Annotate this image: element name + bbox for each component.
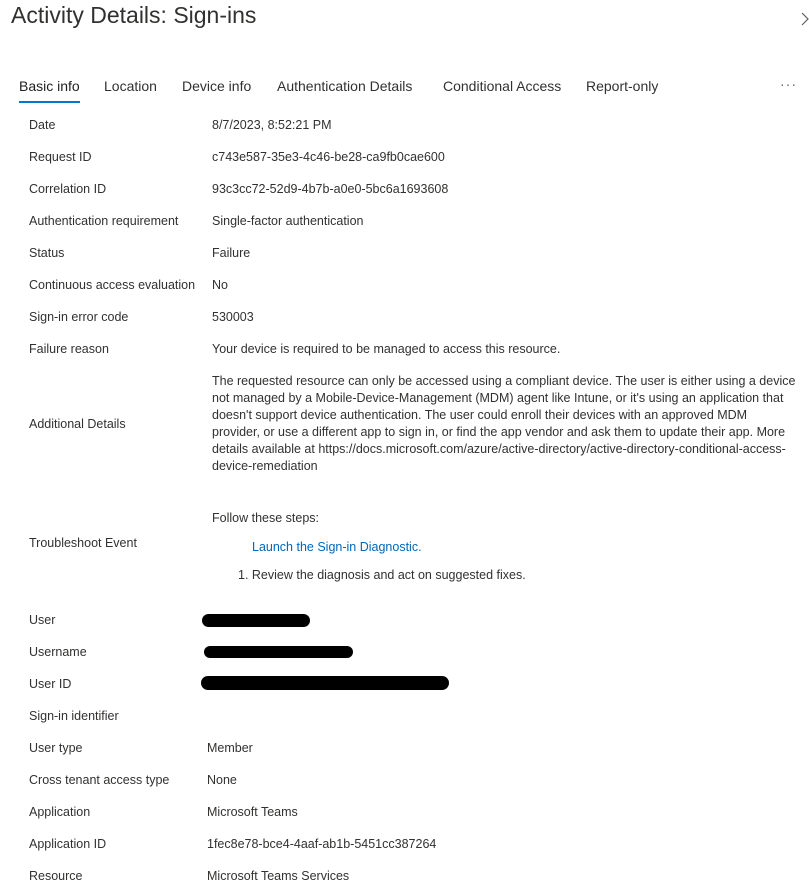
auth-requirement-value: Single-factor authentication	[212, 214, 364, 228]
error-code-label: Sign-in error code	[29, 310, 129, 324]
tab-authentication-details[interactable]: Authentication Details	[277, 78, 413, 94]
user-type-value: Member	[207, 741, 253, 755]
status-value: Failure	[212, 246, 251, 260]
close-icon[interactable]	[800, 8, 809, 28]
more-options-icon[interactable]: ···	[780, 76, 797, 92]
cae-value: No	[212, 278, 228, 292]
application-id-label: Application ID	[29, 837, 107, 851]
active-tab-indicator	[19, 101, 80, 103]
tab-bar	[0, 76, 809, 104]
user-label: User	[29, 613, 56, 627]
auth-requirement-label: Authentication requirement	[29, 214, 179, 228]
user-id-redaction	[201, 676, 449, 690]
application-id-value: 1fec8e78-bce4-4aaf-ab1b-5451cc387264	[207, 837, 437, 851]
cae-label: Continuous access evaluation	[29, 278, 196, 292]
resource-label: Resource	[29, 869, 83, 883]
date-value: 8/7/2023, 8:52:21 PM	[212, 118, 332, 132]
username-redaction	[204, 646, 353, 658]
request-id-value: c743e587-35e3-4c46-be28-ca9fb0cae600	[212, 150, 445, 164]
user-redaction	[202, 614, 310, 627]
tab-report-only[interactable]: Report-only	[586, 78, 659, 94]
troubleshoot-step: 1. Review the diagnosis and act on suggested fixes.	[238, 568, 526, 582]
correlation-id-label: Correlation ID	[29, 182, 107, 196]
application-label: Application	[29, 805, 91, 819]
troubleshoot-intro: Follow these steps:	[212, 511, 319, 525]
error-code-value: 530003	[212, 310, 254, 324]
additional-details-label: Additional Details	[29, 417, 126, 431]
page-title: Activity Details: Sign-ins	[11, 2, 257, 28]
tab-conditional-access[interactable]: Conditional Access	[443, 78, 562, 94]
date-label: Date	[29, 118, 56, 132]
correlation-id-value: 93c3cc72-52d9-4b7b-a0e0-5bc6a1693608	[212, 182, 449, 196]
sign-in-diagnostic-link[interactable]: Launch the Sign-in Diagnostic.	[252, 540, 422, 554]
status-label: Status	[29, 246, 65, 260]
tab-basic-info[interactable]: Basic info	[19, 78, 80, 94]
cross-tenant-label: Cross tenant access type	[29, 773, 170, 787]
application-value: Microsoft Teams	[207, 805, 298, 819]
user-id-label: User ID	[29, 677, 72, 691]
failure-reason-value: Your device is required to be managed to access this resource.	[212, 342, 561, 356]
failure-reason-label: Failure reason	[29, 342, 109, 356]
tab-location[interactable]: Location	[104, 78, 157, 94]
resource-value: Microsoft Teams Services	[207, 869, 350, 883]
additional-details-value: The requested resource can only be accessed using a compliant device. The user is either using a device not managed by a Mobile-Device-Management (MDM) agent like Intune, or it's using an application that doesn't support device authentication. The user could enroll their devices with an approved MDM provider, or use a different app to sign in, or find the app vendor and ask them to update their app. More details available at https://docs.microsoft.com/azure/active-directory/active-directory-conditional-access-device-remediation	[212, 374, 796, 473]
signin-identifier-label: Sign-in identifier	[29, 709, 119, 723]
cross-tenant-value: None	[207, 773, 237, 787]
user-type-label: User type	[29, 741, 83, 755]
request-id-label: Request ID	[29, 150, 92, 164]
troubleshoot-label: Troubleshoot Event	[29, 536, 137, 550]
username-label: Username	[29, 645, 87, 659]
tab-device-info[interactable]: Device info	[182, 78, 252, 94]
